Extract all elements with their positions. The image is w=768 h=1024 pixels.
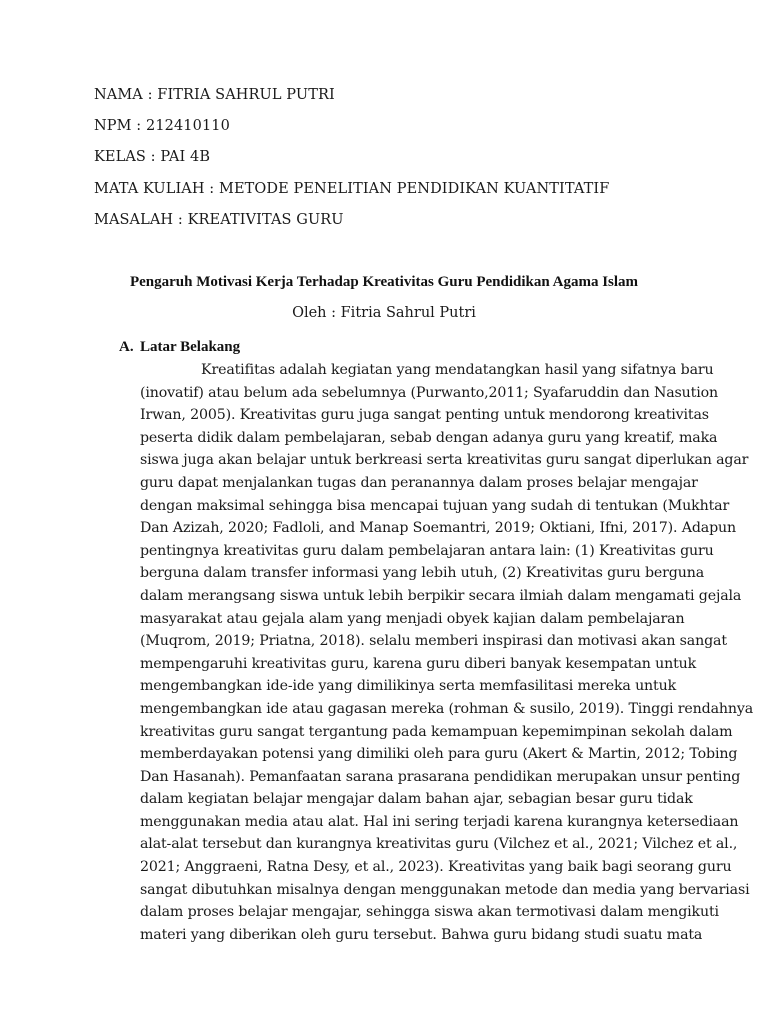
paragraph-line: pentingnya kreativitas guru dalam pembelajaran antara lain: (1) Kreativitas guru (140, 542, 714, 559)
section-title: Latar Belakang (140, 339, 241, 355)
author-line: Oleh : Fitria Sahrul Putri (292, 305, 476, 321)
paragraph-line: mengembangkan ide atau gagasan mereka (rohman & susilo, 2019). Tinggi rendahnya (140, 700, 754, 717)
paragraph-line: dengan maksimal sehingga bisa mencapai tujuan yang sudah di tentukan (Mukhtar (140, 497, 730, 514)
paragraph-line: masyarakat atau gejala alam yang menjadi obyek kajian dalam pembelajaran (140, 610, 685, 627)
paragraph-line: mempengaruhi kreativitas guru, karena guru diberi banyak kesempatan untuk (140, 655, 697, 672)
paragraph-line: Irwan, 2005). Kreativitas guru juga sangat penting untuk mendorong kreativitas (140, 407, 709, 424)
research-problem: MASALAH : KREATIVITAS GURU (94, 212, 344, 228)
paragraph-line: Kreatifitas adalah kegiatan yang mendatangkan hasil yang sifatnya baru (201, 362, 714, 378)
paragraph-line: peserta didik dalam pembelajaran, sebab dengan adanya guru yang kreatif, maka (140, 429, 718, 446)
student-class: KELAS : PAI 4B (94, 149, 211, 165)
paragraph-line: guru dapat menjalankan tugas dan peranannya dalam proses belajar mengajar (140, 474, 698, 491)
course-name: MATA KULIAH : METODE PENELITIAN PENDIDIKAN KUANTITATIF (94, 181, 610, 197)
student-npm: NPM : 212410110 (94, 118, 230, 134)
paragraph-line: dalam merangsang siswa untuk lebih berpikir secara ilmiah dalam mengamati gejala (140, 587, 742, 604)
student-name: NAMA : FITRIA SAHRUL PUTRI (94, 87, 335, 103)
paragraph-line: dalam proses belajar mengajar, sehingga siswa akan termotivasi dalam mengikuti (140, 904, 719, 921)
paragraph-line: siswa juga akan belajar untuk berkreasi serta kreativitas guru sangat diperlukan agar (140, 452, 749, 469)
section-number: A. (119, 339, 134, 355)
paragraph-line: materi yang diberikan oleh guru tersebut. Bahwa guru bidang studi suatu mata (140, 926, 703, 943)
paragraph-line: menggunakan media atau alat. Hal ini sering terjadi karena kurangnya ketersediaan (140, 813, 739, 830)
section-heading (119, 339, 240, 356)
paragraph-line: berguna dalam transfer informasi yang lebih utuh, (2) Kreativitas guru berguna (140, 565, 705, 582)
body-paragraph (140, 359, 754, 946)
paragraph-line: alat-alat tersebut dan kurangnya kreativitas guru (Vilchez et al., 2021; Vilchez et al., (140, 836, 738, 853)
paragraph-line: 2021; Anggraeni, Ratna Desy, et al., 2023). Kreativitas yang baik bagi seorang guru (140, 859, 732, 876)
paragraph-line: dalam kegiatan belajar mengajar dalam bahan ajar, sebagian besar guru tidak (140, 791, 693, 808)
document-title: Pengaruh Motivasi Kerja Terhadap Kreativitas Guru Pendidikan Agama Islam (129, 274, 639, 290)
paragraph-line: (Muqrom, 2019; Priatna, 2018). selalu memberi inspirasi dan motivasi akan sangat (140, 633, 727, 650)
paragraph-line: kreativitas guru sangat tergantung pada kemampuan kepemimpinan sekolah dalam (140, 723, 733, 740)
paragraph-line: memberdayakan potensi yang dimiliki oleh para guru (Akert & Martin, 2012; Tobing (140, 746, 738, 763)
paragraph-line: (inovatif) atau belum ada sebelumnya (Purwanto,2011; Syafaruddin dan Nasution (140, 384, 718, 401)
paragraph-line: sangat dibutuhkan misalnya dengan menggunakan metode dan media yang bervariasi (140, 881, 750, 898)
paragraph-line: Dan Azizah, 2020; Fadloli, and Manap Soemantri, 2019; Oktiani, Ifni, 2017). Adapun (140, 520, 736, 537)
paragraph-line: mengembangkan ide-ide yang dimilikinya serta memfasilitasi mereka untuk (140, 678, 677, 695)
paragraph-line: Dan Hasanah). Pemanfaatan sarana prasarana pendidikan merupakan unsur penting (140, 768, 741, 785)
